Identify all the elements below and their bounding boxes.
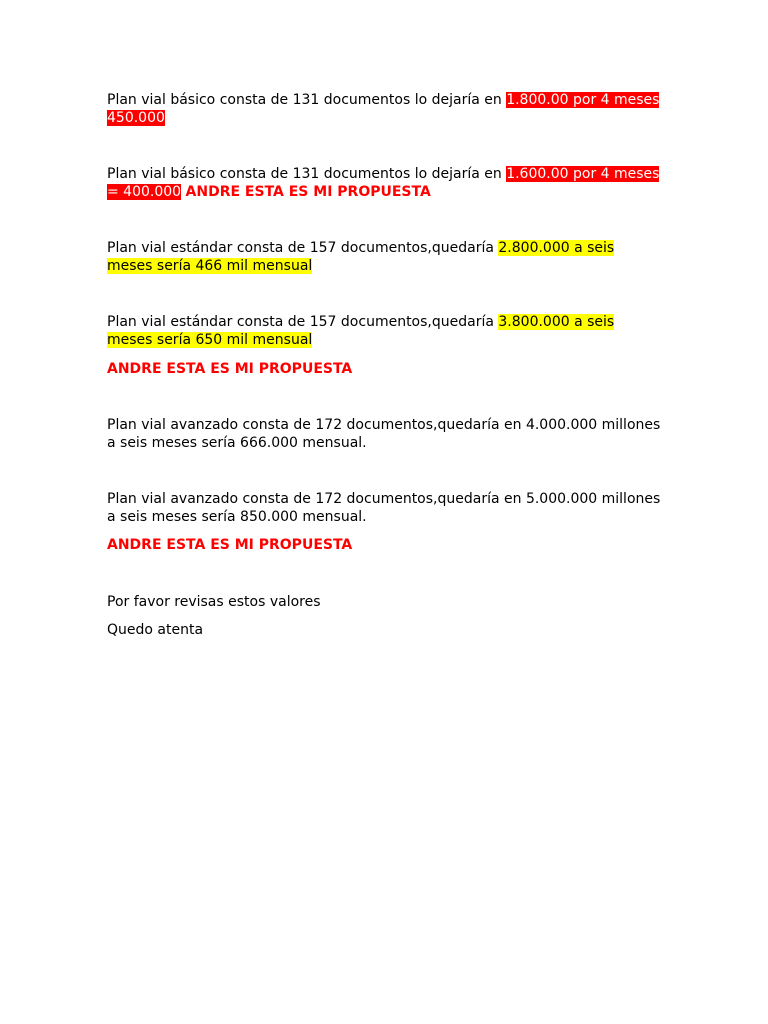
paragraph-basic-plan-2 — [107, 165, 663, 201]
paragraph-text: Plan vial estándar consta de 157 documentos,quedaría — [107, 240, 499, 256]
proposal-note: ANDRE ESTA ES MI PROPUESTA — [107, 537, 353, 553]
highlighted-price: 1.800.00 por 4 meses 450.000 — [107, 92, 660, 126]
paragraph-text: Plan vial básico consta de 131 documentos lo dejaría en — [107, 92, 507, 108]
paragraph-text: Plan vial avanzado consta de 172 documentos,quedaría en 4.000.000 millones a seis meses sería 666.000 mensual. — [107, 417, 661, 451]
highlighted-price: 1.600.00 por 4 meses = 400.000 — [107, 166, 660, 200]
paragraph-text: Plan vial básico consta de 131 documentos lo dejaría en — [107, 166, 507, 182]
paragraph-text: Plan vial estándar consta de 157 documentos,quedaría — [107, 314, 499, 330]
paragraph-advanced-plan-1 — [107, 416, 663, 452]
paragraph-request-review — [107, 593, 663, 611]
paragraph-text: Por favor revisas estos valores — [107, 594, 321, 610]
paragraph-text: Plan vial avanzado consta de 172 documentos,quedaría en 5.000.000 millones a seis meses sería 850.000 mensual. — [107, 491, 661, 525]
paragraph-standard-plan-2 — [107, 313, 663, 349]
paragraph-standard-plan-1 — [107, 239, 663, 275]
proposal-note-standard — [107, 360, 663, 378]
paragraph-basic-plan-1 — [107, 91, 663, 127]
paragraph-closing — [107, 621, 663, 639]
proposal-note-advanced — [107, 536, 663, 554]
paragraph-advanced-plan-2 — [107, 490, 663, 526]
highlighted-price: 3.800.000 a seis meses sería 650 mil mensual — [107, 314, 615, 348]
proposal-note: ANDRE ESTA ES MI PROPUESTA — [185, 184, 431, 200]
proposal-note: ANDRE ESTA ES MI PROPUESTA — [107, 361, 353, 377]
highlighted-price: 2.800.000 a seis meses sería 466 mil mensual — [107, 240, 615, 274]
paragraph-text: Quedo atenta — [107, 622, 204, 638]
